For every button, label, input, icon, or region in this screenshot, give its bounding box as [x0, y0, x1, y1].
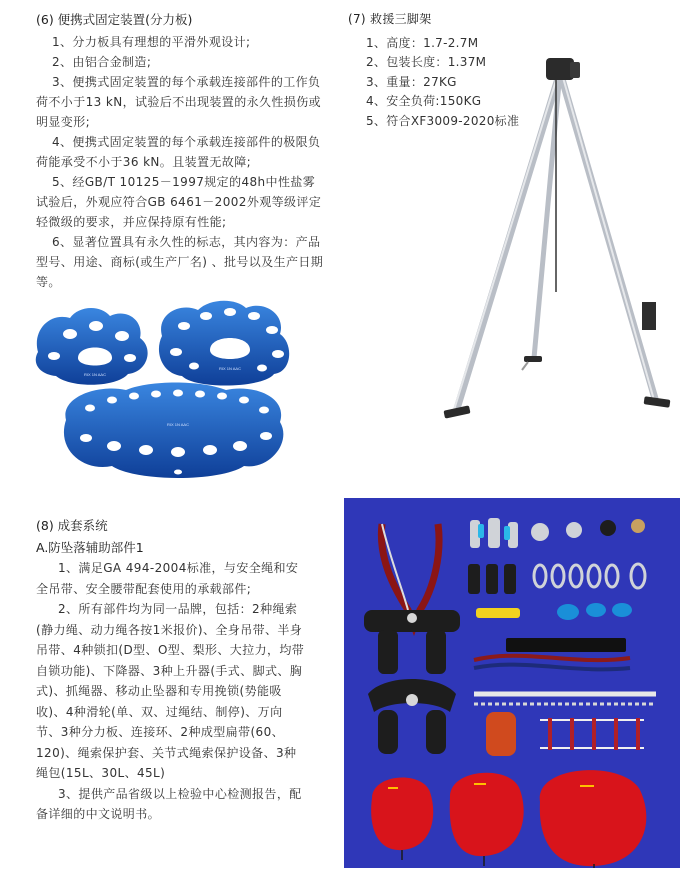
section6-item-6: 6、显著位置具有永久性的标志，其内容为：产品型号、用途、商标(或生产厂名) 、批号以及生产日期等。 — [36, 235, 324, 289]
section8 — [36, 516, 306, 825]
rigging-plates-image — [30, 300, 320, 485]
section8-subtitle: A.防坠落辅助部件1 — [36, 540, 144, 555]
section6-item-5: 5、经GB/T 10125－1997规定的48h中性盐雾试验后，外观应符合GB 6461－2002外观等级评定轻微级的要求，并应保持原有性能; — [36, 175, 322, 229]
plate-small — [36, 308, 148, 385]
plate-large — [64, 383, 283, 479]
section7-item-4: 4、安全负荷:150KG — [366, 94, 482, 108]
energy-absorber — [476, 608, 520, 618]
section8-item-1: 1、满足GA 494-2004标准，与安全绳和安全吊带、安全腰带配套使用的承载部件; — [36, 561, 299, 596]
section6 — [36, 10, 326, 292]
section7-item-1: 1、高度：1.7-2.7M — [366, 35, 479, 50]
descender — [486, 712, 516, 756]
rescue-tripod-image — [420, 52, 680, 437]
section8-item-3: 3、提供产品省级以上检验中心检测报告，配备详细的中文说明书。 — [36, 786, 302, 821]
section6-title: (6) 便携式固定装置(分力板) — [36, 12, 193, 27]
section8-item-2: 2、所有部件均为同一品牌，包括：2种绳索(静力绳、动力绳各按1米报价)、全身吊带、半身吊带、4种锁扣(D型、O型、梨形、大拉力，均带自锁功能)、下降器、3种上升器(手式、脚式、胸式)、抓绳器、移动止坠器和专用挽锁(势能吸收)、4种滑轮(单、双、过绳结、制停)、万向节、3种分力板、连接环、2种成型扁带(60、120)、绳索保护套、关节式绳索保护设备、3种绳包(15L、30L、45L) — [36, 602, 305, 780]
plate-large-label: RIX 1N AAC — [166, 422, 190, 427]
section6-item-2: 2、由铝合金制造; — [52, 55, 152, 69]
plate-small-label: RIX 1N AAC — [83, 372, 107, 377]
section8-title: (8) 成套系统 — [36, 518, 108, 533]
section6-item-4: 4、便携式固定装置的每个承载连接部件的极限负荷能承受不小于36 kN。且装置无故障; — [36, 135, 321, 169]
section7-item-5: 5、符合XF3009-2020标准 — [366, 113, 520, 128]
section7-title: (7) 救援三脚架 — [348, 12, 432, 26]
section7-item-3: 3、重量：27KG — [366, 74, 457, 89]
plate-medium — [159, 301, 289, 386]
section7-item-2: 2、包装长度：1.37M — [366, 55, 487, 69]
rescue-kit-photo — [344, 498, 680, 868]
section6-item-3: 3、便携式固定装置的每个承载连接部件的工作负荷不小于13 kN，试验后不出现装置的永久性损伤或明显变形; — [36, 75, 322, 129]
section6-item-1: 1、分力板具有理想的平滑外观设计; — [52, 35, 251, 49]
plate-medium-label: RIX 1N AAC — [218, 366, 242, 371]
